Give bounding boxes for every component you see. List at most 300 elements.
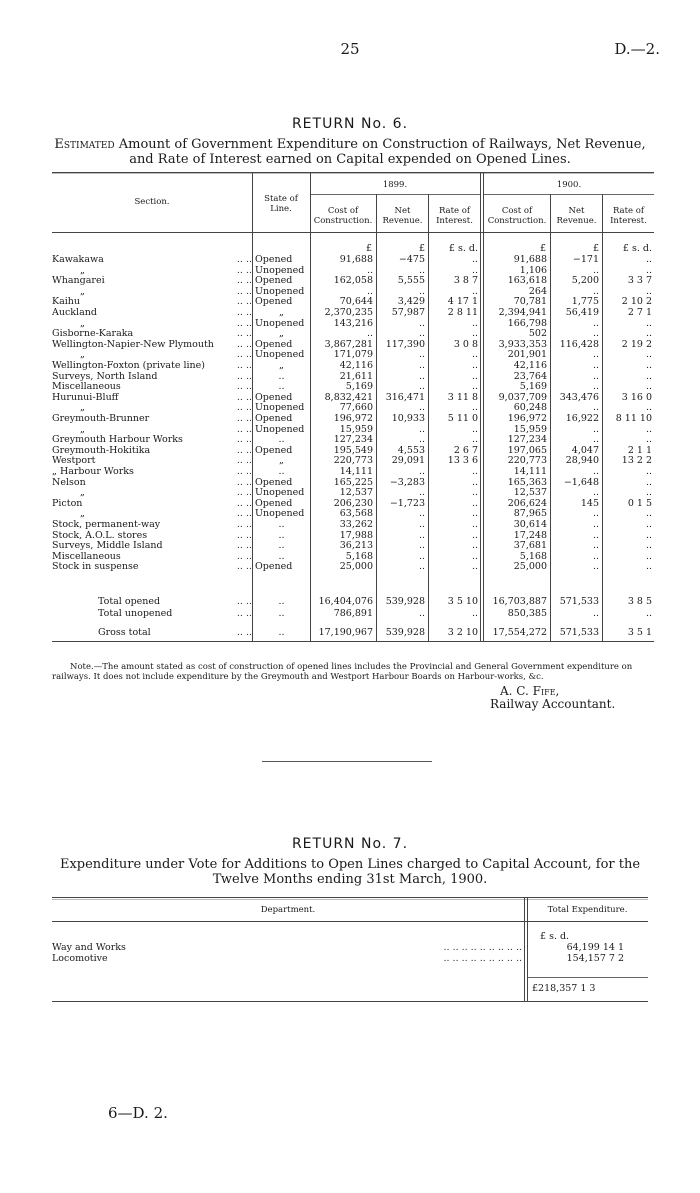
net-1899-cell: .. xyxy=(418,466,425,477)
leader-dots: .. .. xyxy=(236,444,252,456)
rate-1899-cell: 13 3 6 xyxy=(447,455,478,467)
table-row xyxy=(52,541,654,551)
rate-1900-cell: .. xyxy=(645,285,652,297)
rate-1900-cell: 13 2 2 xyxy=(621,455,652,467)
net-1899-cell: .. xyxy=(418,402,425,414)
state-cell: Opened xyxy=(255,391,293,403)
cost-1900-cell: 87,965 xyxy=(513,508,547,520)
net-1899-cell: −475 xyxy=(398,254,425,265)
net-1900-cell: .. xyxy=(592,328,599,340)
net-1900-cell: .. xyxy=(592,264,599,276)
net-1900-cell: .. xyxy=(592,317,599,329)
section-cell: Kaihu xyxy=(52,296,81,308)
net-1900-cell: .. xyxy=(592,423,599,435)
rate-1900-cell: 3 5 1 xyxy=(627,627,652,638)
section-cell: Nelson xyxy=(52,476,86,488)
table-row xyxy=(52,329,654,339)
cost-1900-cell: 14,111 xyxy=(513,466,547,477)
rate-1899-cell: .. xyxy=(471,360,478,371)
section-cell: „ Harbour Works xyxy=(52,466,134,477)
leader-dots: .. .. xyxy=(236,307,252,318)
rate-1900-cell: 0 1 5 xyxy=(627,497,652,509)
section-cell: „ xyxy=(80,285,85,297)
header-cost-1899: Cost of Construction. xyxy=(313,206,373,226)
state-cell: Opened xyxy=(255,338,293,350)
section-cell: Hurunui-Bluff xyxy=(52,391,119,403)
net-1899-cell: .. xyxy=(418,285,425,297)
rate-1900-cell: 3 3 7 xyxy=(627,275,652,287)
leader-dots: .. .. xyxy=(236,370,252,382)
section-cell: Stock in suspense xyxy=(52,561,139,573)
net-1900-cell: 1,775 xyxy=(571,296,599,308)
net-1899-cell: 29,091 xyxy=(391,455,425,467)
rate-1900-cell: 2 19 2 xyxy=(621,338,652,350)
rate-1899-cell: .. xyxy=(471,423,478,435)
rate-1900-cell: 8 11 10 xyxy=(615,413,652,424)
net-1900-cell: .. xyxy=(592,561,599,573)
cost-1899-cell: 143,216 xyxy=(333,317,373,329)
return7-title: RETURN No. 7. xyxy=(291,836,409,852)
cost-1900-cell: 220,773 xyxy=(507,455,547,467)
section-cell: Gross total xyxy=(98,627,151,638)
cost-1900-cell: 37,681 xyxy=(513,540,547,552)
return7-grand-total: £218,357 1 3 xyxy=(532,983,596,994)
net-1900-cell: 571,533 xyxy=(559,596,599,607)
cost-1899-cell: .. xyxy=(366,285,373,297)
net-1900-cell: .. xyxy=(592,381,599,393)
leader-dots: .. .. xyxy=(236,360,252,371)
section-cell: Wellington-Napier-New Plymouth xyxy=(52,338,214,350)
rate-1900-cell: .. xyxy=(645,608,652,619)
section-cell: Gisborne-Karaka xyxy=(52,328,134,340)
section-cell: Miscellaneous xyxy=(52,381,121,393)
net-1899-cell: .. xyxy=(418,370,425,382)
cost-1899-cell: 195,549 xyxy=(333,444,373,456)
department-cell: Way and Works xyxy=(52,942,126,953)
state-cell: Unopened xyxy=(255,487,305,499)
leader-dots: .. .. xyxy=(236,508,252,520)
leader-dots: .. .. xyxy=(236,381,252,393)
rate-1899-cell: .. xyxy=(471,540,478,552)
section-cell: Greymouth-Hokitika xyxy=(52,444,151,456)
net-1900-cell: .. xyxy=(592,360,599,371)
page-number: 25 xyxy=(340,40,360,58)
leader-dots: .. .. xyxy=(236,497,252,509)
cost-1899-cell: 91,688 xyxy=(339,254,373,265)
rate-1899-cell: .. xyxy=(471,487,478,499)
rate-1899-cell: .. xyxy=(471,550,478,562)
rate-1899-cell: .. xyxy=(471,476,478,488)
state-cell: Unopened xyxy=(255,317,305,329)
net-1900-cell: 56,419 xyxy=(565,307,599,318)
page-reference: D.—2. xyxy=(614,40,660,58)
net-1899-cell: .. xyxy=(418,381,425,393)
rate-1900-cell: 2 1 1 xyxy=(627,444,652,456)
cost-1900-cell: 5,168 xyxy=(519,550,547,562)
net-1900-cell: .. xyxy=(592,608,599,619)
net-1900-cell: 5,200 xyxy=(571,275,599,287)
table-row xyxy=(52,509,654,519)
leader-dots: .. .. xyxy=(236,254,252,265)
rate-1900-cell: .. xyxy=(645,349,652,361)
department-cell: Locomotive xyxy=(52,953,108,964)
section-cell: „ xyxy=(80,508,85,520)
table-row xyxy=(52,403,654,413)
cost-1899-cell: 206,230 xyxy=(333,497,373,509)
net-1899-cell: −1,723 xyxy=(389,497,425,509)
header-year-1900: 1900. xyxy=(556,180,582,190)
leader-dots: .. .. xyxy=(236,317,252,329)
table-row xyxy=(52,467,654,477)
net-1899-cell: 316,471 xyxy=(385,391,425,403)
leader-dots: .. .. .. .. .. .. .. .. .. xyxy=(443,942,522,953)
rate-1899-cell: .. xyxy=(471,561,478,573)
table-row xyxy=(52,297,654,307)
cost-1899-cell: 21,611 xyxy=(339,370,373,382)
cost-1900-cell: 17,554,272 xyxy=(492,627,547,638)
leader-dots: .. .. xyxy=(236,455,252,467)
separator xyxy=(262,761,432,762)
table-row xyxy=(52,308,654,318)
state-cell: „ xyxy=(279,360,284,371)
section-cell: Miscellaneous xyxy=(52,550,121,562)
net-1899-cell: 5,555 xyxy=(397,275,425,287)
header-section: Section. xyxy=(134,197,170,207)
rate-1900-cell: .. xyxy=(645,423,652,435)
leader-dots: .. .. xyxy=(236,550,252,562)
table-row xyxy=(52,456,654,466)
state-cell: Opened xyxy=(255,254,293,265)
unit-cost-1900: £ xyxy=(539,243,546,254)
state-cell: .. xyxy=(278,519,285,530)
net-1899-cell: 539,928 xyxy=(385,596,425,607)
rate-1900-cell: 2 7 1 xyxy=(627,307,652,318)
cost-1900-cell: 15,959 xyxy=(513,423,547,435)
table-row xyxy=(52,425,654,435)
leader-dots: .. .. .. .. .. .. .. .. .. xyxy=(443,953,522,964)
table-row xyxy=(52,954,648,964)
net-1899-cell: 539,928 xyxy=(385,627,425,638)
table-row xyxy=(52,499,654,509)
table-row xyxy=(52,393,654,403)
unit-net-1900: £ xyxy=(592,243,599,254)
rate-1899-cell: .. xyxy=(471,402,478,414)
net-1899-cell: .. xyxy=(418,608,425,619)
table-row xyxy=(52,319,654,329)
state-cell: .. xyxy=(278,529,285,541)
cost-1899-cell: 127,234 xyxy=(333,434,373,446)
total-row xyxy=(52,628,654,638)
net-1900-cell: −1,648 xyxy=(563,476,599,488)
cost-1900-cell: 16,703,887 xyxy=(492,596,547,607)
cost-1899-cell: .. xyxy=(366,328,373,340)
cost-1900-cell: 163,618 xyxy=(507,275,547,287)
table-row xyxy=(52,446,654,456)
net-1900-cell: 116,428 xyxy=(559,338,599,350)
total-cell: 64,199 14 1 xyxy=(566,942,624,953)
state-cell: .. xyxy=(278,381,285,393)
rate-1899-cell: .. xyxy=(471,466,478,477)
rate-1900-cell: .. xyxy=(645,434,652,446)
state-cell: .. xyxy=(278,550,285,562)
table-row xyxy=(52,435,654,445)
return6-title: RETURN No. 6. xyxy=(291,116,409,132)
state-cell: Unopened xyxy=(255,402,305,414)
return7-table xyxy=(52,897,648,1002)
leader-dots: .. .. xyxy=(236,285,252,297)
cost-1899-cell: 15,959 xyxy=(339,423,373,435)
return6-note: Note.—The amount stated as cost of construction of opened lines includes the Provincial and General Government expenditure on railways. It does not include expenditure by the Greymouth and Westport Harbour Boards on Harbour-works, &c. xyxy=(52,662,633,682)
cost-1900-cell: 91,688 xyxy=(513,254,547,265)
total-cell: 154,157 7 2 xyxy=(566,953,624,964)
return6-description-rest: Amount of Government Expenditure on Construction of Railways, Net Revenue, and Rate of Interest earned on Capital expended on Opened Lines. xyxy=(114,137,646,167)
section-cell: „ xyxy=(80,402,85,414)
cost-1900-cell: 23,764 xyxy=(513,370,547,382)
leader-dots: .. .. xyxy=(236,275,252,287)
leader-dots: .. .. xyxy=(236,264,252,276)
cost-1900-cell: 17,248 xyxy=(513,529,547,541)
section-cell: Total unopened xyxy=(98,608,173,619)
state-cell: „ xyxy=(279,328,284,340)
unit-rate-1900: £ s. d. xyxy=(622,243,652,254)
net-1899-cell: 3,429 xyxy=(397,296,425,308)
net-1900-cell: 571,533 xyxy=(559,627,599,638)
net-1900-cell: .. xyxy=(592,529,599,541)
rate-1900-cell: 3 8 5 xyxy=(627,596,652,607)
section-cell: Kawakawa xyxy=(52,254,104,265)
cost-1899-cell: 196,972 xyxy=(333,413,373,424)
state-cell: Opened xyxy=(255,497,293,509)
cost-1900-cell: 196,972 xyxy=(507,413,547,424)
return6-table xyxy=(52,172,654,642)
table-row xyxy=(52,287,654,297)
leader-dots: .. .. xyxy=(236,338,252,350)
rate-1899-cell: 2 6 7 xyxy=(453,444,478,456)
cost-1899-cell: 33,262 xyxy=(339,519,373,530)
table-row xyxy=(52,255,654,265)
leader-dots: .. .. xyxy=(236,434,252,446)
rate-1899-cell: .. xyxy=(471,264,478,276)
leader-dots: .. .. xyxy=(236,296,252,308)
cost-1899-cell: 165,225 xyxy=(333,476,373,488)
rate-1899-cell: .. xyxy=(471,285,478,297)
return7-units: £ s. d. xyxy=(540,931,570,942)
state-cell: Unopened xyxy=(255,285,305,297)
rate-1900-cell: .. xyxy=(645,381,652,393)
rate-1899-cell: .. xyxy=(471,381,478,393)
net-1900-cell: .. xyxy=(592,370,599,382)
state-cell: Opened xyxy=(255,296,293,308)
header-net-1899: Net Revenue. xyxy=(382,206,423,226)
table-row xyxy=(52,531,654,541)
cost-1899-cell: 70,644 xyxy=(339,296,373,308)
cost-1900-cell: 3,933,353 xyxy=(498,338,547,350)
net-1900-cell: .. xyxy=(592,466,599,477)
leader-dots: .. .. xyxy=(236,487,252,499)
table-row xyxy=(52,562,654,572)
table-row xyxy=(52,414,654,424)
state-cell: Opened xyxy=(255,476,293,488)
net-1899-cell: 4,553 xyxy=(397,444,425,456)
state-cell: „ xyxy=(279,307,284,318)
rate-1899-cell: 3 0 8 xyxy=(453,338,478,350)
cost-1899-cell: 14,111 xyxy=(339,466,373,477)
cost-1900-cell: 850,385 xyxy=(507,608,547,619)
return6-description-lead: Estimated xyxy=(54,137,115,152)
page-footer: 6—D. 2. xyxy=(108,1104,168,1122)
section-cell: Auckland xyxy=(52,307,97,318)
table-row xyxy=(52,340,654,350)
state-cell: Unopened xyxy=(255,423,305,435)
header-total-expenditure: Total Expenditure. xyxy=(547,905,628,915)
rate-1900-cell: .. xyxy=(645,540,652,552)
rate-1899-cell: .. xyxy=(471,608,478,619)
net-1900-cell: .. xyxy=(592,434,599,446)
rate-1899-cell: .. xyxy=(471,254,478,265)
table-row xyxy=(52,552,654,562)
unit-net-1899: £ xyxy=(418,243,425,254)
cost-1899-cell: 5,168 xyxy=(345,550,373,562)
rate-1900-cell: .. xyxy=(645,487,652,499)
leader-dots: .. .. xyxy=(236,519,252,530)
section-cell: Picton xyxy=(52,497,83,509)
rate-1899-cell: .. xyxy=(471,370,478,382)
rate-1899-cell: 4 17 1 xyxy=(447,296,478,308)
return6-description xyxy=(50,137,650,167)
rate-1900-cell: .. xyxy=(645,402,652,414)
section-cell: Westport xyxy=(52,455,96,467)
section-cell: Wellington-Foxton (private line) xyxy=(52,360,205,371)
net-1899-cell: .. xyxy=(418,349,425,361)
net-1899-cell: .. xyxy=(418,423,425,435)
state-cell: .. xyxy=(278,370,285,382)
units-row xyxy=(52,244,654,254)
leader-dots: .. .. xyxy=(236,349,252,361)
rate-1899-cell: .. xyxy=(471,434,478,446)
rate-1900-cell: .. xyxy=(645,550,652,562)
state-cell: Opened xyxy=(255,561,293,573)
cost-1899-cell: 220,773 xyxy=(333,455,373,467)
cost-1900-cell: 12,537 xyxy=(513,487,547,499)
cost-1899-cell: 42,116 xyxy=(339,360,373,371)
rate-1900-cell: .. xyxy=(645,317,652,329)
net-1899-cell: 10,933 xyxy=(391,413,425,424)
cost-1899-cell: 162,058 xyxy=(333,275,373,287)
state-cell: .. xyxy=(278,596,285,607)
leader-dots: .. .. xyxy=(236,596,252,607)
net-1899-cell: .. xyxy=(418,264,425,276)
rate-1899-cell: .. xyxy=(471,317,478,329)
rate-1900-cell: .. xyxy=(645,519,652,530)
state-cell: .. xyxy=(278,466,285,477)
state-cell: „ xyxy=(279,455,284,467)
net-1899-cell: .. xyxy=(418,508,425,520)
net-1899-cell: .. xyxy=(418,328,425,340)
table-row xyxy=(52,520,654,530)
rate-1900-cell: .. xyxy=(645,561,652,573)
cost-1900-cell: 1,106 xyxy=(519,264,547,276)
net-1899-cell: .. xyxy=(418,561,425,573)
cost-1899-cell: 5,169 xyxy=(345,381,373,393)
cost-1900-cell: 2,394,941 xyxy=(498,307,547,318)
cost-1899-cell: 8,832,421 xyxy=(324,391,373,403)
rate-1899-cell: .. xyxy=(471,508,478,520)
return7-description: Expenditure under Vote for Additions to Open Lines charged to Capital Account, for the Twelve Months ending 31st March, 1900. xyxy=(59,857,641,887)
rate-1899-cell: 3 8 7 xyxy=(453,275,478,287)
net-1900-cell: .. xyxy=(592,487,599,499)
cost-1900-cell: 201,901 xyxy=(507,349,547,361)
cost-1900-cell: 25,000 xyxy=(513,561,547,573)
cost-1899-cell: 77,660 xyxy=(339,402,373,414)
cost-1900-cell: 70,781 xyxy=(513,296,547,308)
state-cell: Opened xyxy=(255,444,293,456)
section-cell: Stock, permanent-way xyxy=(52,519,161,530)
rate-1900-cell: .. xyxy=(645,360,652,371)
cost-1900-cell: 9,037,709 xyxy=(498,391,547,403)
net-1900-cell: 28,940 xyxy=(565,455,599,467)
state-cell: Opened xyxy=(255,275,293,287)
state-cell: .. xyxy=(278,627,285,638)
net-1899-cell: .. xyxy=(418,540,425,552)
unit-cost-1899: £ xyxy=(365,243,372,254)
cost-1899-cell: 12,537 xyxy=(339,487,373,499)
table-row xyxy=(52,350,654,360)
net-1900-cell: .. xyxy=(592,550,599,562)
cost-1899-cell: 25,000 xyxy=(339,561,373,573)
leader-dots: .. .. xyxy=(236,529,252,541)
state-cell: Unopened xyxy=(255,349,305,361)
cost-1899-cell: 63,568 xyxy=(339,508,373,520)
signature-name: A. C. Fife, xyxy=(500,684,560,698)
cost-1900-cell: 30,614 xyxy=(513,519,547,530)
net-1899-cell: 117,390 xyxy=(385,338,425,350)
state-cell: Opened xyxy=(255,413,293,424)
net-1900-cell: .. xyxy=(592,508,599,520)
section-cell: „ xyxy=(80,487,85,499)
cost-1899-cell: 17,988 xyxy=(339,529,373,541)
net-1900-cell: 16,922 xyxy=(565,413,599,424)
net-1900-cell: .. xyxy=(592,519,599,530)
table-row xyxy=(52,372,654,382)
total-row xyxy=(52,609,654,619)
cost-1899-cell: 36,213 xyxy=(339,540,373,552)
net-1899-cell: .. xyxy=(418,519,425,530)
header-rate-1899: Rate of Interest. xyxy=(436,206,473,226)
rate-1900-cell: .. xyxy=(645,476,652,488)
state-cell: .. xyxy=(278,434,285,446)
state-cell: .. xyxy=(278,608,285,619)
section-cell: Greymouth-Brunner xyxy=(52,413,150,424)
cost-1900-cell: 5,169 xyxy=(519,381,547,393)
rate-1900-cell: .. xyxy=(645,328,652,340)
cost-1899-cell: 16,404,076 xyxy=(318,596,373,607)
section-cell: „ xyxy=(80,423,85,435)
rate-1900-cell: .. xyxy=(645,254,652,265)
cost-1900-cell: 206,624 xyxy=(507,497,547,509)
section-cell: „ xyxy=(80,264,85,276)
rate-1899-cell: .. xyxy=(471,519,478,530)
net-1900-cell: .. xyxy=(592,402,599,414)
section-cell: Surveys, Middle Island xyxy=(52,540,163,552)
net-1899-cell: −3,283 xyxy=(389,476,425,488)
cost-1900-cell: 166,798 xyxy=(507,317,547,329)
state-cell: Unopened xyxy=(255,264,305,276)
net-1900-cell: 4,047 xyxy=(571,444,599,456)
leader-dots: .. .. xyxy=(236,561,252,573)
leader-dots: .. .. xyxy=(236,423,252,435)
section-cell: Greymouth Harbour Works xyxy=(52,434,183,446)
net-1899-cell: .. xyxy=(418,529,425,541)
